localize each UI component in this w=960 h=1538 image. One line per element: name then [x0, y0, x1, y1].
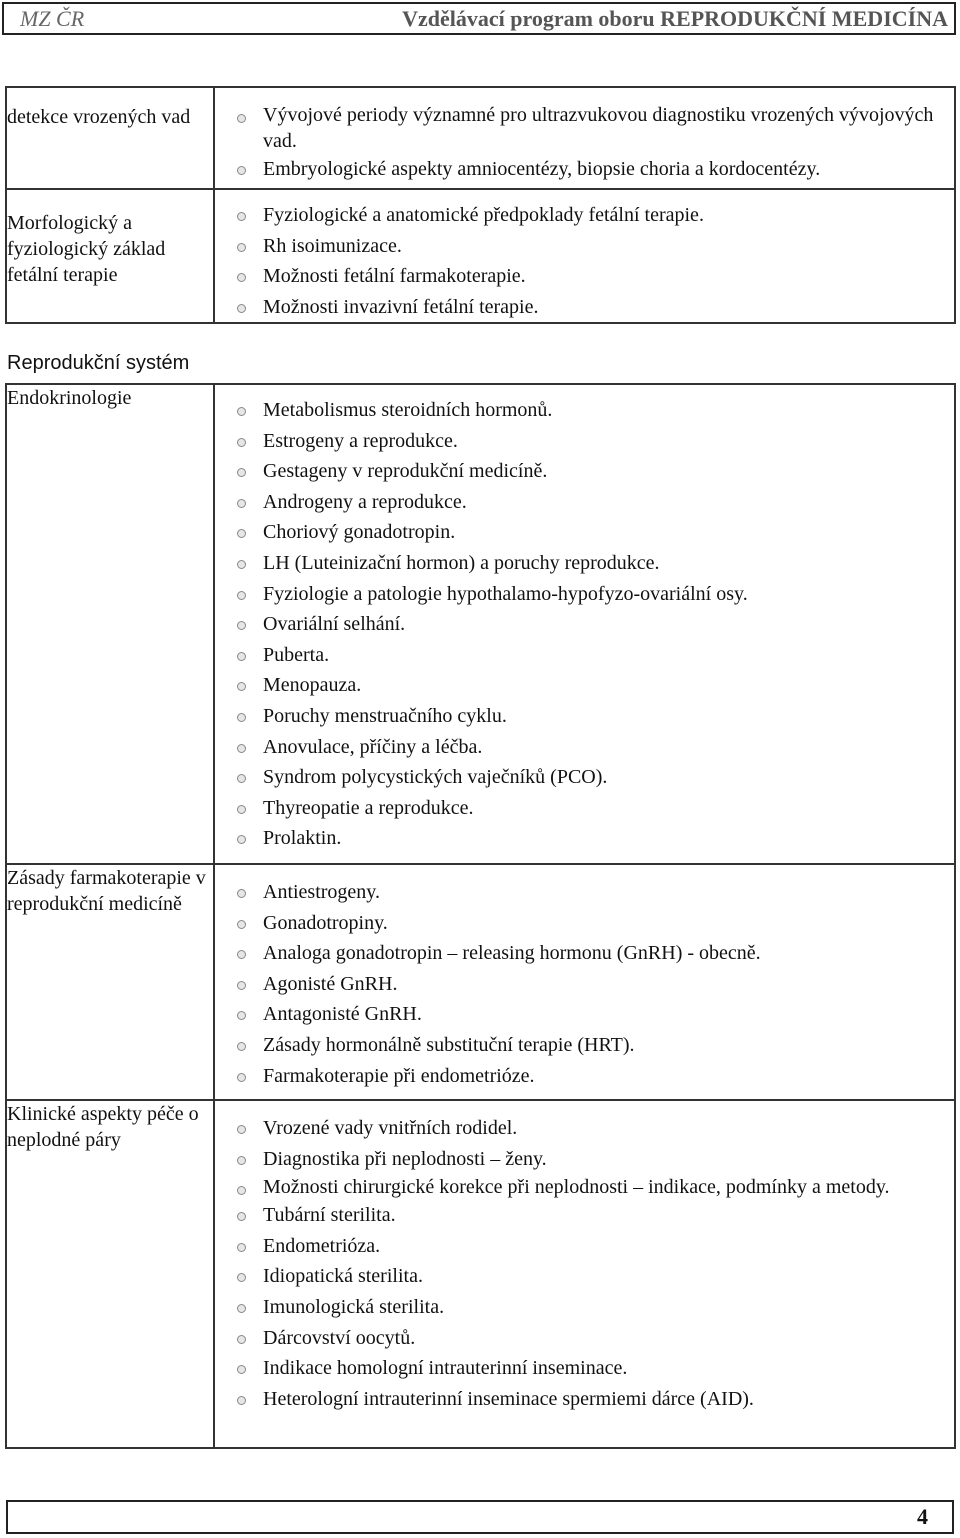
list-item: LH (Luteinizační hormon) a poruchy reprodukce. — [231, 548, 954, 579]
topic-label: Morfologický a fyziologický základ fetální terapie — [7, 212, 166, 286]
list-item: Ovariální selhání. — [231, 609, 954, 640]
list-item: Choriový gonadotropin. — [231, 517, 954, 548]
list-item: Vývojové periody významné pro ultrazvukovou diagnostiku vrozených vývojových vad. — [231, 102, 954, 154]
reproductive-system-table — [5, 383, 956, 1449]
list-item: Zásady hormonálně substituční terapie (HRT). — [231, 1030, 954, 1061]
list-item: Syndrom polycystických vaječníků (PCO). — [231, 762, 954, 793]
list-item: Puberta. — [231, 640, 954, 671]
list-item: Fyziologie a patologie hypothalamo-hypofyzo-ovariální osy. — [231, 579, 954, 610]
topic-label: Klinické aspekty péče o neplodné páry — [7, 1103, 199, 1151]
list-item: Thyreopatie a reprodukce. — [231, 793, 954, 824]
item-list — [215, 395, 954, 854]
items-cell — [214, 189, 955, 323]
list-item: Analoga gonadotropin – releasing hormonu (GnRH) - obecně. — [231, 938, 954, 969]
topic-label: Zásady farmakoterapie v reprodukční medicíně — [7, 867, 206, 915]
topic-cell — [6, 864, 214, 1100]
list-item: Estrogeny a reprodukce. — [231, 426, 954, 457]
items-cell — [214, 384, 955, 864]
list-item: Fyziologické a anatomické předpoklady fetální terapie. — [231, 200, 954, 231]
list-item: Menopauza. — [231, 670, 954, 701]
fetal-topics-table — [5, 86, 956, 324]
page-header — [2, 2, 956, 35]
topic-cell — [6, 384, 214, 864]
list-item: Endometrióza. — [231, 1231, 954, 1262]
list-item: Embryologické aspekty amniocentézy, biopsie choria a kordocentézy. — [231, 154, 954, 185]
topic-cell — [6, 1100, 214, 1448]
section-title: Reprodukční systém — [7, 352, 190, 374]
page-footer — [6, 1500, 954, 1534]
topic-cell — [6, 189, 214, 323]
table-row — [6, 864, 955, 1100]
list-item: Poruchy menstruačního cyklu. — [231, 701, 954, 732]
topic-label: Endokrinologie — [7, 387, 132, 409]
list-item: Agonisté GnRH. — [231, 969, 954, 1000]
header-title: Vzdělávací program oboru REPRODUKČNÍ MEDICÍNA — [402, 5, 948, 31]
table-row — [6, 1100, 955, 1448]
items-cell — [214, 1100, 955, 1448]
list-item: Rh isoimunizace. — [231, 231, 954, 262]
list-item: Tubární sterilita. — [231, 1200, 954, 1231]
topic-cell — [6, 87, 214, 189]
list-item: Indikace homologní intrauterinní inseminace. — [231, 1353, 954, 1384]
items-cell — [214, 864, 955, 1100]
list-item: Imunologická sterilita. — [231, 1292, 954, 1323]
table-row — [6, 384, 955, 864]
list-item: Prolaktin. — [231, 823, 954, 854]
item-list — [215, 200, 954, 322]
list-item: Diagnostika při neplodnosti – ženy. — [231, 1144, 954, 1175]
list-item: Antagonisté GnRH. — [231, 999, 954, 1030]
page-number: 4 — [917, 1504, 928, 1529]
list-item: Vrozené vady vnitřních rodidel. — [231, 1113, 954, 1144]
list-item: Možnosti chirurgické korekce při neplodnosti – indikace, podmínky a metody. — [231, 1174, 954, 1200]
list-item: Farmakoterapie při endometrióze. — [231, 1061, 954, 1092]
list-item: Dárcovství oocytů. — [231, 1323, 954, 1354]
table-row — [6, 87, 955, 189]
list-item: Gestageny v reprodukční medicíně. — [231, 456, 954, 487]
list-item: Metabolismus steroidních hormonů. — [231, 395, 954, 426]
list-item: Antiestrogeny. — [231, 877, 954, 908]
list-item: Možnosti fetální farmakoterapie. — [231, 261, 954, 292]
header-left: MZ ČR — [20, 5, 85, 31]
item-list — [215, 1113, 954, 1414]
list-item: Anovulace, příčiny a léčba. — [231, 732, 954, 763]
item-list — [215, 877, 954, 1091]
list-item: Idiopatická sterilita. — [231, 1261, 954, 1292]
list-item: Možnosti invazivní fetální terapie. — [231, 292, 954, 323]
topic-label: detekce vrozených vad — [7, 106, 191, 128]
table-row — [6, 189, 955, 323]
item-list — [215, 102, 954, 185]
list-item: Androgeny a reprodukce. — [231, 487, 954, 518]
list-item: Gonadotropiny. — [231, 908, 954, 939]
items-cell — [214, 87, 955, 189]
list-item: Heterologní intrauterinní inseminace spermiemi dárce (AID). — [231, 1384, 954, 1415]
